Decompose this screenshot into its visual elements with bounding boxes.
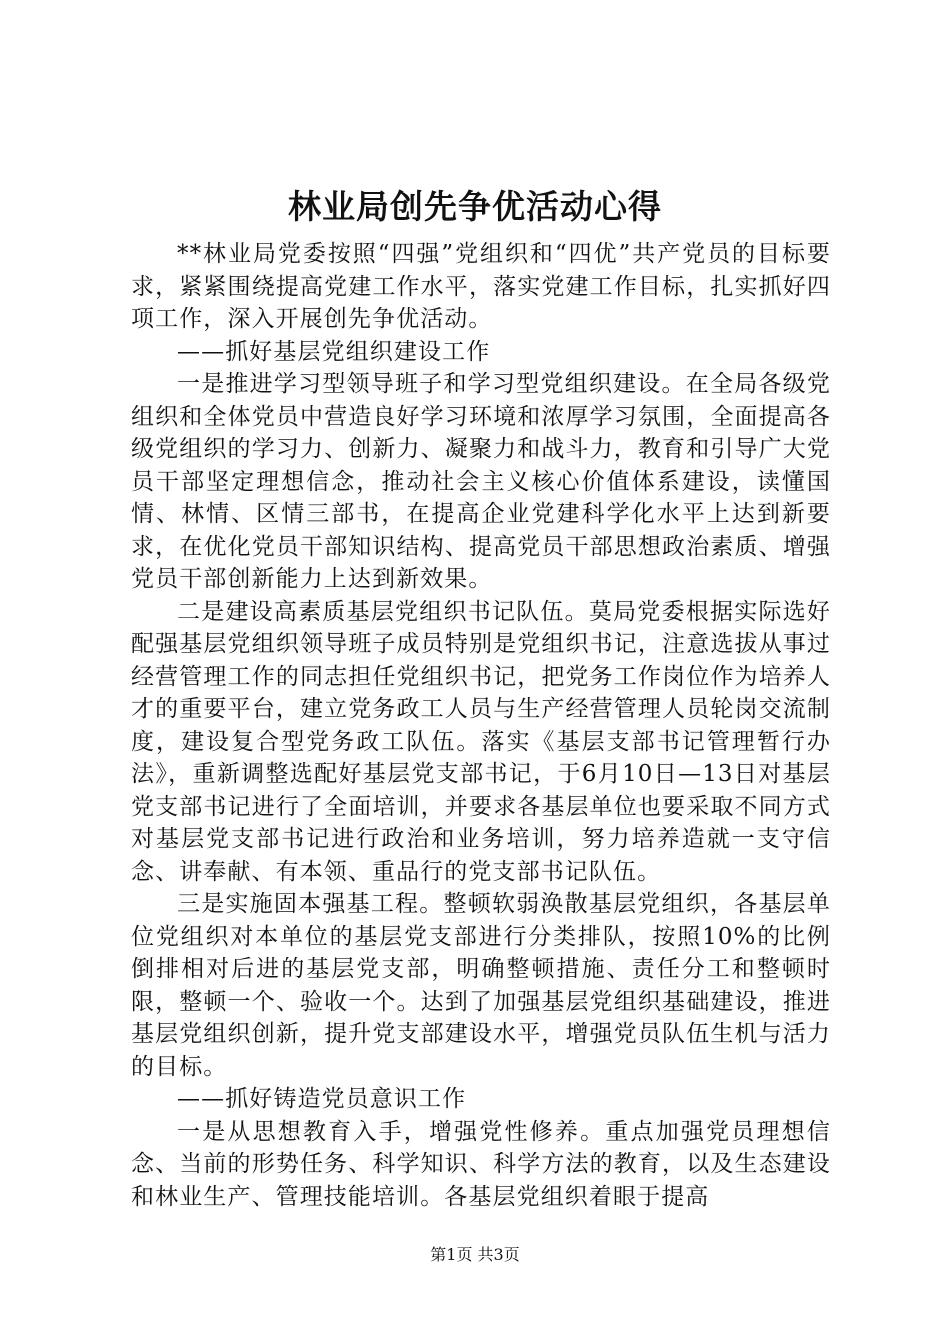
paragraph-learning-organization: 一是推进学习型领导班子和学习型党组织建设。在全局各级党组织和全体党员中营造良好学习环境和浓厚学习氛围，全面提高各级党组织的学习力、创新力、凝聚力和战斗力，教育和引导广大党员干部坚定理想信念，推动社会主义核心价值体系建设，读懂国情、林情、区情三部书，在提高企业党建科学化水平上达到新要求，在优化党员干部知识结构、提高党员干部思想政治素质、增强党员干部创新能力上达到新效果。 (131, 371, 831, 592)
paragraph-branch-secretaries: 二是建设高素质基层党组织书记队伍。莫局党委根据实际选好配强基层党组织领导班子成员特别是党组织书记，注意选拔从事过经营管理工作的同志担任党组织书记，把党务工作岗位作为培养人才的重要平台，建立党务政工人员与生产经营管理人员轮岗交流制度，建设复合型党务政工队伍。落实《基层支部书记管理暂行办法》，重新调整选配好基层党支部书记，于6月10日—13日对基层党支部书记进行了全面培训，并要求各基层单位也要采取不同方式对基层党支部书记进行政治和业务培训，努力培养造就一支守信念、讲奉献、有本领、重品行的党支部书记队伍。 (131, 598, 831, 885)
document-body (131, 238, 831, 1213)
section-heading-member-awareness: ——抓好铸造党员意识工作 (177, 1086, 467, 1112)
paragraph-ideological-education: 一是从思想教育入手，增强党性修养。重点加强党员理想信念、当前的形势任务、科学知识、科学方法的教育，以及生态建设和林业生产、管理技能培训。各基层党组织着眼于提高 (131, 1118, 831, 1210)
page-number-footer: 第1页 共3页 (430, 1245, 520, 1264)
paragraph-foundation-project: 三是实施固本强基工程。整顿软弱涣散基层党组织，各基层单位党组织对本单位的基层党支部进行分类排队，按照10%的比例倒排相对后进的基层党支部，明确整顿措施、责任分工和整顿时限，整顿一个、验收一个。达到了加强基层党组织基础建设，推进基层党组织创新，提升党支部建设水平，增强党员队伍生机与活力的目标。 (131, 891, 831, 1080)
document-title: 林业局创先争优活动心得 (288, 187, 662, 226)
section-heading-party-organization: ——抓好基层党组织建设工作 (177, 338, 491, 365)
intro-paragraph: **林业局党委按照“四强”党组织和“四优”共产党员的目标要求，紧紧围绕提高党建工作水平，落实党建工作目标，扎实抓好四项工作，深入开展创先争优活动。 (131, 241, 831, 332)
